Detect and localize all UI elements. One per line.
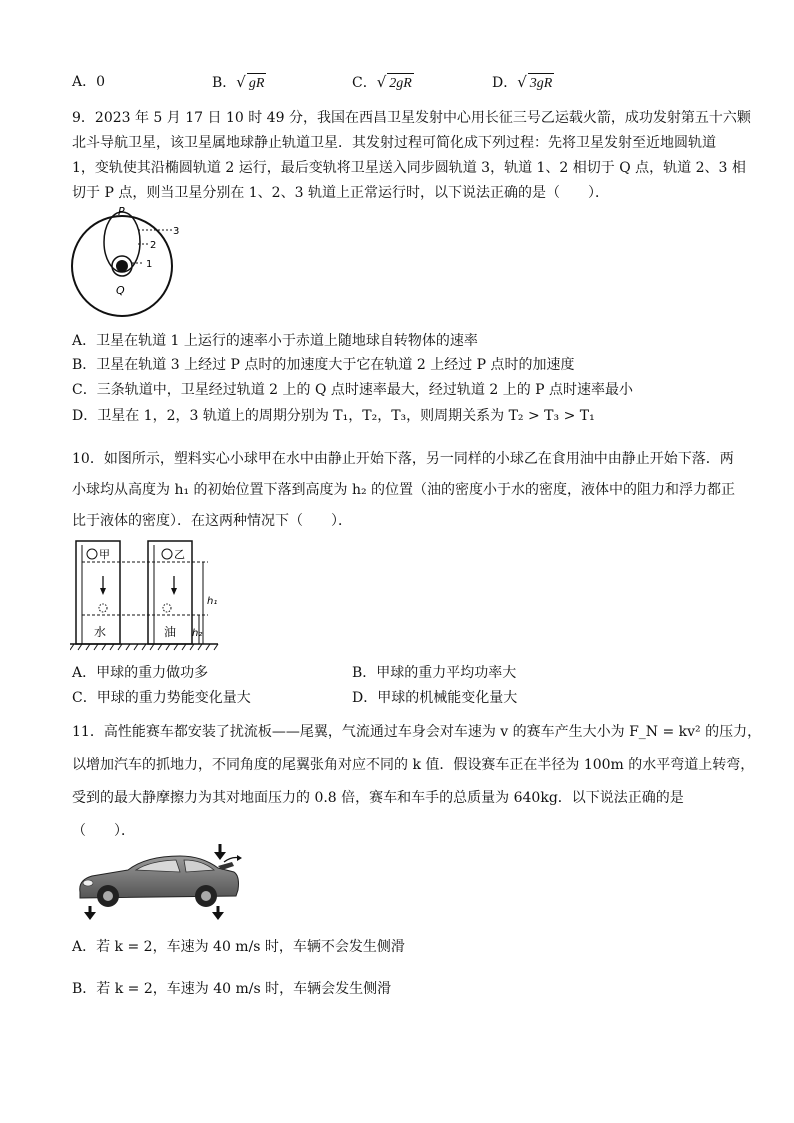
label-orbit-2: 2 [150,240,157,251]
label-q: Q [116,284,125,297]
label-orbit-1: 1 [146,259,153,270]
ball-a-label: 甲 [99,548,110,561]
h2-label: h₂ [192,628,203,639]
liquid-oil-label: 油 [164,625,177,639]
orbit-diagram [70,204,185,324]
q9-option-d: D．卫星在 1，2，3 轨道上的周期分别为 T₁，T₂，T₃，则周期关系为 T₂ > T₃ > T₁ [72,408,595,424]
q8-option-b: B．√ gR [212,72,266,94]
q10-option-a: A．甲球的重力做功多 [72,665,209,681]
q10-option-d: D．甲球的机械能变化量大 [352,690,518,706]
q11-stem-line-1: 11．高性能赛车都安装了扰流板——尾翼，气流通过车身会对车速为 v 的赛车产生大小为 F_N = kv² 的压力， [72,724,762,740]
q11-option-a: A．若 k = 2，车速为 40 m/s 时，车辆不会发生侧滑 [72,939,405,955]
h1-label: h₁ [207,596,218,607]
downforce-arrow-front-head [84,912,96,920]
ball-a [87,549,97,559]
q10-option-b: B．甲球的重力平均功率大 [352,665,517,681]
q8-option-c-expr: 2gR [387,73,414,94]
ball-b [162,549,172,559]
ball-a-final [99,604,107,612]
q9-option-c: C．三条轨道中，卫星经过轨道 2 上的 Q 点时速率最大，经过轨道 2 上的 P 点时速率最小 [72,382,634,398]
q9-option-a: A．卫星在轨道 1 上运行的速率小于赤道上随地球自转物体的速率 [72,333,478,349]
q10-option-c: C．甲球的重力势能变化量大 [72,690,251,706]
q8-option-c-label: C． [352,75,377,91]
earth [116,260,128,272]
falling-balls-diagram [70,538,222,656]
rear-wheel-hub [201,891,211,901]
q11-stem-line-2: 以增加汽车的抓地力，不同角度的尾翼张角对应不同的 k 值．假设赛车正在半径为 100m 的水平弯道上转弯， [72,757,755,773]
front-wheel-hub [103,891,113,901]
car-headlight [83,880,93,886]
q9-stem-line-4: 切于 P 点，则当卫星分别在 1、2、3 轨道上正常运行时，以下说法正确的是（ ）． [72,185,609,201]
q8-option-c: C．√ 2gR [352,72,414,94]
q9-stem-line-3: 1，变轨使其沿椭圆轨道 2 运行，最后变轨将卫星送入同步圆轨道 3，轨道 1、2 相切于 Q 点，轨道 2、3 相 [72,160,746,176]
q11-stem-line-4: （ ）． [72,823,135,839]
ball-b-final [163,604,171,612]
q8-option-d-expr: 3gR [528,73,555,94]
q10-stem-line-1: 10．如图所示，塑料实心小球甲在水中由静止开始下落，另一同样的小球乙在食用油中由静止开始下落．两 [72,451,734,467]
q10-stem-line-3: 比于液体的密度）．在这两种情况下（ ）． [72,513,352,529]
q11-option-b: B．若 k = 2，车速为 40 m/s 时，车辆会发生侧滑 [72,981,392,997]
q8-option-d-label: D． [492,75,518,91]
q8-option-b-label: B． [212,75,237,91]
arrow-a-head [100,588,106,595]
q9-option-b: B．卫星在轨道 3 上经过 P 点时的加速度大于它在轨道 2 上经过 P 点时的加速度 [72,357,575,373]
liquid-water-label: 水 [94,625,107,639]
downforce-arrow-top-head [214,852,226,860]
ground-hatch [70,644,218,650]
q9-stem-line-1: 9．2023 年 5 月 17 日 10 时 49 分，我国在西昌卫星发射中心用长征三号乙运载火箭，成功发射第五十六颗 [72,110,751,126]
airflow-arrow-head [237,855,242,861]
ball-b-label: 乙 [174,548,185,561]
q8-option-d: D．√ 3gR [492,72,554,94]
label-p: P [118,205,125,218]
label-orbit-3: 3 [173,226,180,237]
q9-stem-line-2: 北斗导航卫星，该卫星属地球静止轨道卫星．其发射过程可简化成下列过程：先将卫星发射至近地圆轨道 [72,135,716,151]
q11-stem-line-3: 受到的最大静摩擦力为其对地面压力的 0.8 倍，赛车和车手的总质量为 640kg．以下说法正确的是 [72,790,684,806]
arrow-b-head [171,588,177,595]
race-car-illustration [72,840,244,922]
q10-stem-line-2: 小球均从高度为 h₁ 的初始位置下落到高度为 h₂ 的位置（油的密度小于水的密度，液体中的阻力和浮力都正 [72,482,736,498]
downforce-arrow-rear-head [212,912,224,920]
q8-option-a: A．0 [72,74,106,90]
q8-option-b-expr: gR [247,73,267,94]
